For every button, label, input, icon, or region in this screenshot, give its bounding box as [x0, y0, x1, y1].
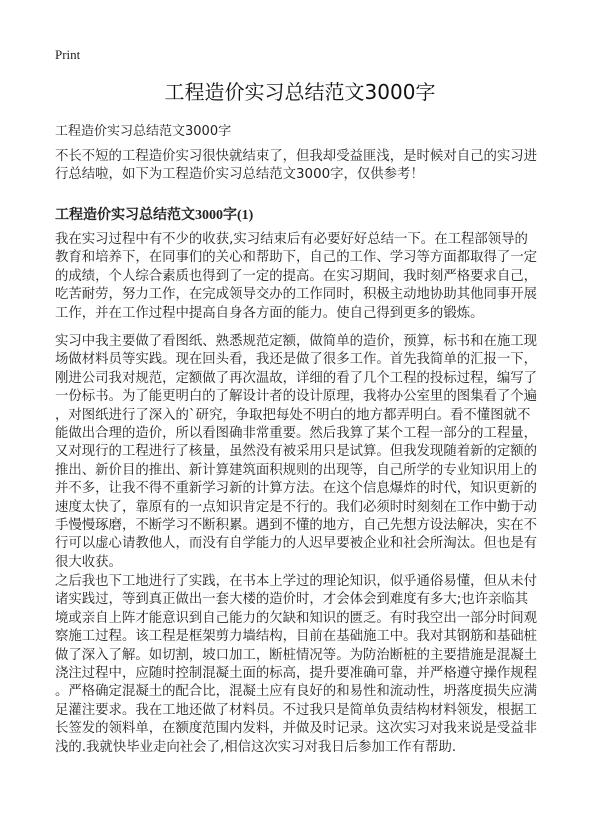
text-line: 手慢慢琢磨，不断学习不断积累。遇到不懂的地方，自己先想方设法解决，实在不 [55, 518, 538, 534]
text-line: 足灌注要求。我在工地还做了材料员。不过我只是简单负责结构材料领发，根据工 [55, 702, 538, 718]
text-line: 行可以虚心请教他人，而没有自学能力的人迟早要被企业和社会所淘汰。但也是有 [55, 536, 538, 552]
text-line: 刚进公司我对规范，定额做了再次温故，详细的看了几个工程的投标过程，编写了 [55, 370, 538, 386]
print-link[interactable]: Print [55, 47, 81, 62]
text-line: 浇注过程中，应随时控制混凝土面的标高，提升要准确可靠，并严格遵守操作规程 [55, 666, 538, 682]
subtitle: 工程造价实习总结范文3000字 [55, 124, 232, 139]
text-line: 教育和培养下，在同事们的关心和帮助下，自己的工作、学习等方面都取得了一定 [55, 250, 538, 266]
text-line: ，对图纸进行了深入的`研究，争取把每处不明白的地方都弄明白。看不懂图就不 [55, 407, 531, 423]
text-line: 不长不短的工程造价实习很快就结束了，但我却受益匪浅，是时候对自己的实习进 [55, 149, 538, 164]
text-line: 推出、新价目的推出、新计算建筑面积规则的出现等，自己所学的专业知识用上的 [55, 462, 538, 478]
text-line: 察施工过程。该工程是框架剪力墙结构，目前在基础施工中。我对其钢筋和基础桩 [55, 629, 538, 645]
intro-paragraph [55, 148, 565, 185]
text-line: 行总结啦，如下为工程造价实习总结范文3000字，仅供参考！ [55, 167, 424, 183]
text-line: 诸实践过，等到真正做出一套大楼的造价时，才会体会到难度有多大;也许亲临其 [55, 592, 529, 608]
text-line: 一份标书。为了能更明白的了解设计者的设计原理，我将办公室里的图集看了个遍 [55, 389, 538, 405]
text-line: 速度太快了，靠原有的一点知识肯定是不行的。我们必须时时刻刻在工作中勤于动 [55, 499, 538, 515]
text-line: 的成绩，个人综合素质也得到了一定的提高。在实习期间，我时刻严格要求自己， [55, 268, 538, 284]
text-line: 长签发的领料单，在额度范围内发料，并做及时记录。这次实习对我来说是受益非 [55, 721, 538, 737]
text-line: 吃苦耐劳，努力工作，在完成领导交办的工作同时，积极主动地协助其他同事开展 [55, 287, 538, 303]
text-line: 我在实习过程中有不少的收获,实习结束后有必要好好总结一下。在工程部领导的 [55, 232, 528, 247]
text-line: 工作，并在工作过程中提高自身各方面的能力。使自己得到更多的锻炼。 [55, 305, 484, 321]
text-line: 并不多，让我不得不重新学习新的计算方法。在这个信息爆炸的时代，知识更新的 [55, 481, 538, 497]
text-line: 。严格确定混凝土的配合比，混凝土应有良好的和易性和流动性，坍落度损失应满 [55, 684, 538, 700]
paragraph-2 [55, 333, 565, 572]
text-line: 场做材料员等实践。现在回头看，我还是做了很多工作。首先我简单的汇报一下， [55, 352, 538, 368]
text-line: 浅的.我就快毕业走向社会了,相信这次实习对我日后参加工作有帮助. [55, 739, 457, 755]
page-title: 工程造价实习总结范文3000字 [164, 80, 436, 104]
text-line: 做了深入了解。如切割，坡口加工，断桩情况等。为防治断桩的主要措施是混凝土 [55, 647, 538, 663]
section-heading: 工程造价实习总结范文3000字(1) [55, 208, 254, 223]
paragraph-1 [55, 231, 565, 323]
paragraph-3 [55, 573, 565, 757]
text-line: 又对现行的工程进行了核量，虽然没有被采用只是试算。但我发现随着新的定额的 [55, 444, 538, 460]
text-line: 很大收获。 [55, 554, 122, 570]
text-line: 能做出合理的造价，所以看图确非常重要。然后我算了某个工程一部分的工程量， [55, 426, 538, 442]
text-line: 之后我也下工地进行了实践，在书本上学过的理论知识，似乎通俗易懂，但从未付 [55, 574, 538, 589]
text-line: 实习中我主要做了看图纸、熟悉规范定额，做简单的造价，预算，标书和在施工现 [55, 334, 538, 349]
text-line: 境或亲自上阵才能意识到自己能力的欠缺和知识的匮乏。有时我空出一部分时间观 [55, 610, 538, 626]
